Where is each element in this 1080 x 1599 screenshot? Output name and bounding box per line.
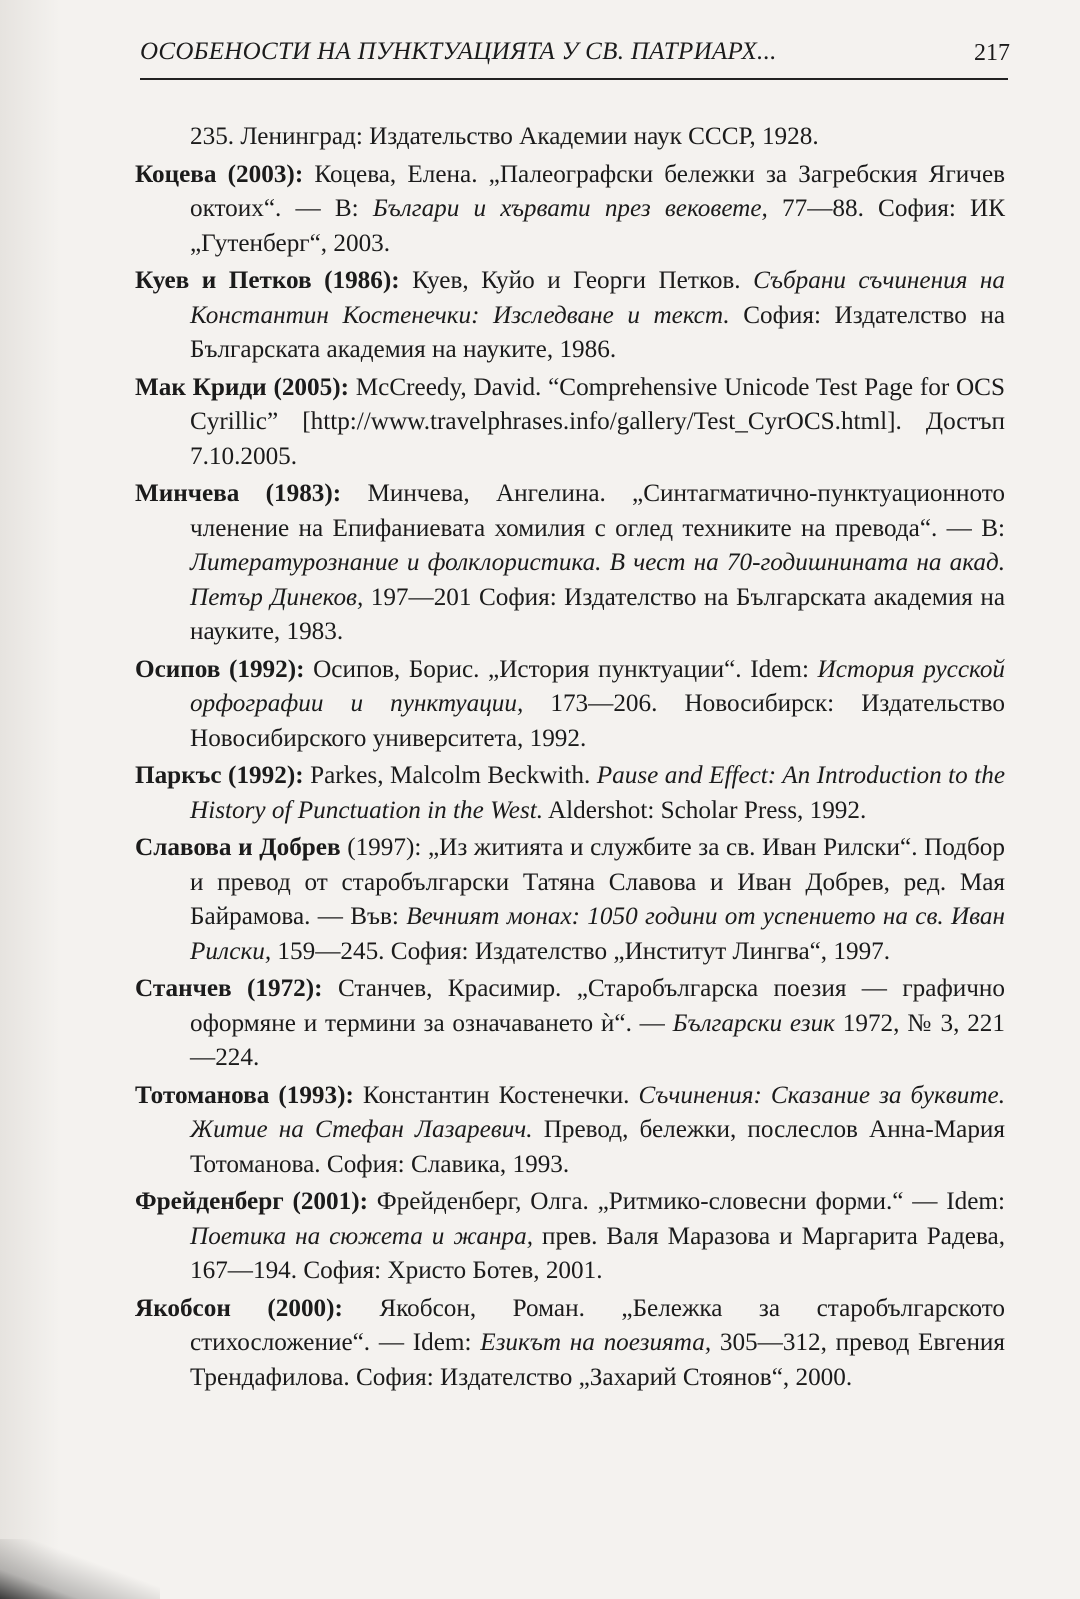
bibliography-entry: Коцева (2003): Коцева, Елена. „Палеографски бележки за Загребския Ягичев октоих“. — В: Българи и хървати през вековете, 77—88. София: ИК „Гутенберг“, 2003. bbox=[135, 160, 1006, 257]
page-gutter-shading bbox=[0, 0, 60, 1599]
bibliography-entry: Паркъс (1992): Parkes, Malcolm Beckwith. Pause and Effect: An Introduction to the History of Punctuation in the West. Aldershot: Scholar Press, 1992. bbox=[135, 762, 1005, 824]
bibliography-entry: Якобсон (2000): Якобсон, Роман. „Бележка за старобългарското стихосложение“. — Idem: Езикът на поезията, 305—312, превод Евгения Трендафилова. София: Издателство „Захарий Стоянов“, 2000. bbox=[135, 1294, 1005, 1391]
bibliography-entry: Славова и Добрев (1997): „Из житията и службите за св. Иван Рилски“. Подбор и превод от старобългарски Татяна Славова и Иван Добрев, ред. Мая Байрамова. — Във: Вечният монах: 1050 години от успението на св. Иван Рилски, 159—245. София: Издателство „Институт Лингва“, 1997. bbox=[135, 834, 1005, 965]
entry-key: Коцева (2003): bbox=[135, 160, 304, 188]
entry-key: Осипов (1992): bbox=[135, 655, 305, 683]
bibliography-entry: Фрейденберг (2001): Фрейденберг, Олга. „Ритмико-словесни форми.“ — Idem: Поетика на сюжета и жанра, прев. Валя Маразова и Маргарита Радева, 167—194. София: Христо Ботев, 2001. bbox=[135, 1188, 1005, 1284]
page-number: 217 bbox=[974, 40, 1010, 66]
running-title: ОСОБЕНОСТИ НА ПУНКТУАЦИЯТА У СВ. ПАТРИАРХ... bbox=[140, 38, 777, 65]
bibliography-entry: Мак Криди (2005): McCreedy, David. “Comprehensive Unicode Test Page for OCS Cyrillic” [http://www.travelphrases.info/gallery/Test_CyrOCS.html]. Достъп 7.10.2005. bbox=[135, 373, 1005, 470]
entry-key: Минчева (1983): bbox=[135, 480, 342, 507]
entry-key: Славова и Добрев bbox=[135, 834, 341, 861]
header-rule bbox=[140, 78, 1008, 80]
bibliography-list bbox=[135, 120, 1005, 1398]
entry-key: Станчев (1972): bbox=[135, 975, 323, 1002]
bibliography-entry: 235. Ленинград: Издательство Академии наук СССР, 1928. bbox=[190, 123, 819, 150]
entry-key: Якобсон (2000): bbox=[135, 1294, 343, 1322]
running-header bbox=[140, 38, 1010, 80]
page-corner-shadow bbox=[0, 1539, 160, 1599]
entry-key: Мак Криди (2005): bbox=[135, 373, 349, 401]
bibliography-entry: Станчев (1972): Станчев, Красимир. „Старобългарска поезия — графично оформяне и термини за означаването ѝ“. — Български език 1972, № 3, 221—224. bbox=[135, 975, 1005, 1071]
bibliography-entry: Минчева (1983): Минчева, Ангелина. „Синтагматично-пунктуационното членение на Епифаниевата хомилия с оглед техниките на превода“. — В: Литературознание и фолклористика. В чест на 70-годишнината на акад. Петър Динеков, 197—201 София: Издателство на Българската академия на науките, 1983. bbox=[135, 480, 1006, 645]
bibliography-entry: Осипов (1992): Осипов, Борис. „История пунктуации“. Idem: История русской орфографии и пунктуации, 173—206. Новосибирск: Издательство Новосибирского университета, 1992. bbox=[135, 655, 1006, 752]
entry-key: Фрейденберг (2001): bbox=[135, 1188, 368, 1215]
entry-key: Куев и Петков (1986): bbox=[135, 267, 400, 294]
entry-key: Паркъс (1992): bbox=[135, 762, 304, 789]
bibliography-entry: Тотоманова (1993): Константин Костенечки. Съчинения: Сказание за буквите. Житие на Стефан Лазаревич. Превод, бележки, послеслов Анна-Мария Тотоманова. София: Славика, 1993. bbox=[135, 1081, 1006, 1178]
entry-key: Тотоманова (1993): bbox=[135, 1081, 354, 1109]
bibliography-entry: Куев и Петков (1986): Куев, Куйо и Георги Петков. Събрани съчинения на Константин Костенечки: Изследване и текст. София: Издателство на Българската академия на науките, 1986. bbox=[135, 267, 1005, 363]
